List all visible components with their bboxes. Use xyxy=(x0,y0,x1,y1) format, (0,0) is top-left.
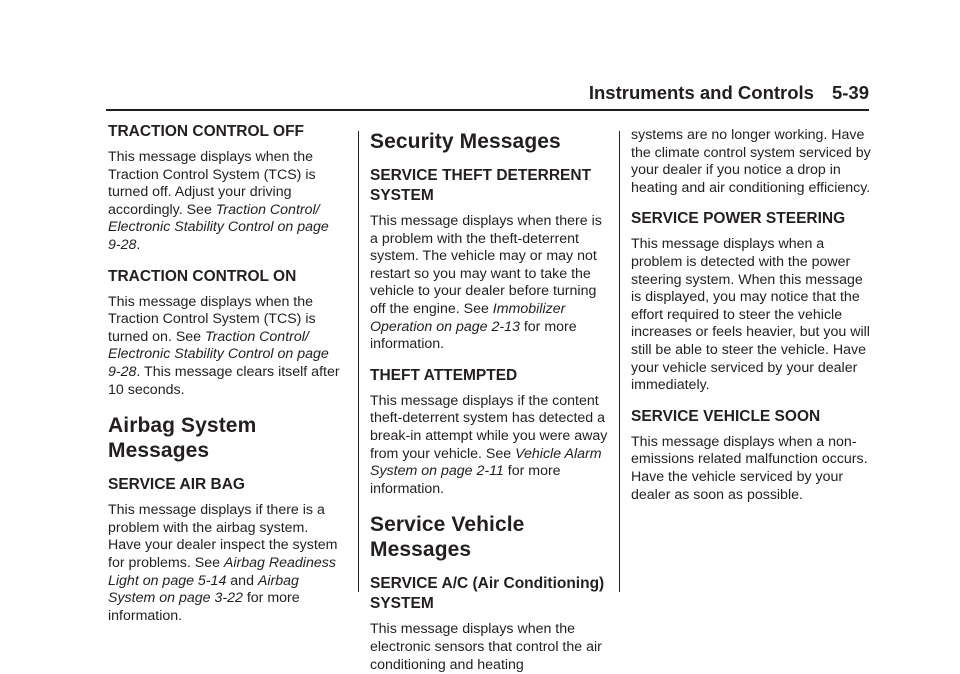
body-text: This message displays if there is a problem with the airbag system. Have your dealer inspect the system for problems. See xyxy=(108,502,338,571)
column-divider xyxy=(358,131,359,592)
service-ac-system-text-continued: systems are no longer working. Have the climate control system serviced by your dealer if you notice a drop in heating and air conditioning efficiency. xyxy=(631,127,871,196)
body-text: This message displays when there is a problem with the theft-deterrent system. The vehicle may or may not restart so you may want to take the vehicle to your dealer before turning off the engine. See xyxy=(370,213,602,317)
running-header xyxy=(560,82,869,104)
service-ac-system-text: This message displays when the electronic sensors that control the air conditioning and heating xyxy=(370,621,602,673)
section-title: Instruments and Controls xyxy=(588,82,814,103)
body-text: This message displays when the Traction Control System (TCS) is turned on. See xyxy=(108,293,316,345)
theft-attempted-text xyxy=(370,393,608,499)
traction-control-on-text xyxy=(108,294,344,400)
service-vehicle-soon-heading: SERVICE VEHICLE SOON xyxy=(631,407,821,425)
traction-control-off-text xyxy=(108,149,344,255)
column-2 xyxy=(370,122,608,674)
service-ac-system-heading: SERVICE A/C (Air Conditioning) SYSTEM xyxy=(370,575,605,613)
body-text: . xyxy=(136,236,141,253)
body-text: for more information. xyxy=(370,318,577,353)
service-air-bag-heading: SERVICE AIR BAG xyxy=(108,476,245,494)
column-1 xyxy=(108,122,344,625)
column-divider xyxy=(619,131,620,592)
cross-reference-link[interactable]: Airbag Readiness Light on page 5-14 xyxy=(108,554,336,589)
service-power-steering-text: This message displays when a problem is detected with the power steering system. When this message is displayed, you may notice that the effort required to steer the vehicle increases or feels heavier, but you will still be able to steer the vehicle. Have your vehicle serviced by your dealer immediately. xyxy=(631,236,870,394)
service-vehicle-messages-heading: Service Vehicle Messages xyxy=(370,513,525,562)
traction-control-on-heading: TRACTION CONTROL ON xyxy=(108,267,297,285)
body-text: for more information. xyxy=(370,463,561,497)
body-text: and xyxy=(226,572,258,589)
service-theft-deterrent-heading: SERVICE THEFT DETERRENT SYSTEM xyxy=(370,167,592,204)
header-rule xyxy=(106,109,869,111)
cross-reference-link[interactable]: Airbag System on page 3-22 xyxy=(108,572,299,607)
body-text: . This message clears itself after 10 seconds. xyxy=(108,363,340,398)
cross-reference-link[interactable]: Vehicle Alarm System on page 2-11 xyxy=(370,445,602,480)
cross-reference-link[interactable]: Traction Control/ Electronic Stability Control on page 9-28 xyxy=(108,328,329,380)
column-3 xyxy=(631,122,871,504)
service-theft-deterrent-text xyxy=(370,213,608,354)
service-power-steering-heading: SERVICE POWER STEERING xyxy=(631,210,846,228)
service-vehicle-soon-text: This message displays when a non-emissions related malfunction occurs. Have the vehicle serviced by your dealer as soon as possible. xyxy=(631,433,868,503)
cross-reference-link[interactable]: Immobilizer Operation on page 2-13 xyxy=(370,300,566,335)
body-text: This message displays if the content theft-deterrent system has detected a break-in attempt while you were away from your vehicle. See xyxy=(370,392,608,462)
cross-reference-link[interactable]: Traction Control/ Electronic Stability Control on page 9-28 xyxy=(108,201,329,253)
security-messages-heading: Security Messages xyxy=(370,130,561,153)
service-air-bag-text xyxy=(108,502,344,625)
airbag-system-messages-heading: Airbag System Messages xyxy=(108,414,257,463)
body-text: for more information. xyxy=(108,590,300,624)
page-number: 5-39 xyxy=(831,82,869,103)
theft-attempted-heading: THEFT ATTEMPTED xyxy=(370,366,518,384)
body-text: This message displays when the Traction Control System (TCS) is turned off. Adjust your driving accordingly. See xyxy=(108,149,316,218)
traction-control-off-heading: TRACTION CONTROL OFF xyxy=(108,123,305,140)
